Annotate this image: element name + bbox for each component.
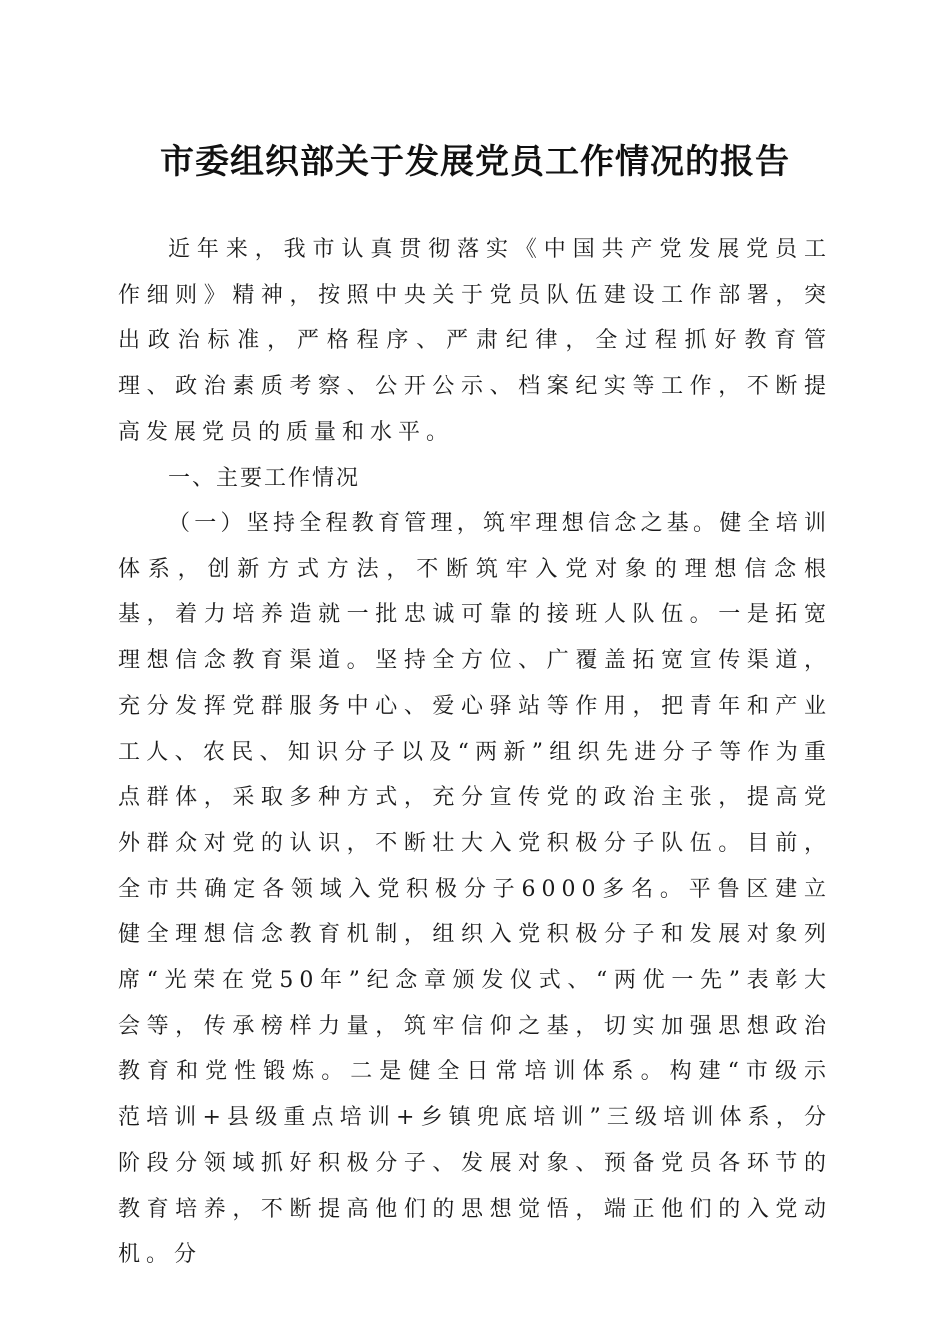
subsection-lead: （一）坚持全程教育管理，筑牢理想信念之基。 xyxy=(168,511,720,536)
subsection-body: 健全培训体系，创新方式方法，不断筑牢入党对象的理想信念根基，着力培养造就一批忠诚可靠的接班人队伍。一是拓宽理想信念教育渠道。坚持全方位、广覆盖拓宽宣传渠道，充分发挥党群服务中心、爱心驿站等作用，把青年和产业工人、农民、知识分子以及“两新”组织先进分子等作为重点群体，采取多种方式，充分宣传党的政治主张，提高党外群众对党的认识，不断壮大入党积极分子队伍。目前，全市共确定各领域入党积极分子6000多名。平鲁区建立健全理想信念教育机制，组织入党积极分子和发展对象列席“光荣在党50年”纪念章颁发仪式、“两优一先”表彰大会等，传承榜样力量，筑牢信仰之基，切实加强思想政治教育和党性锻炼。二是健全日常培训体系。构建“市级示范培训+县级重点培训+乡镇兜底培训”三级培训体系，分阶段分领域抓好积极分子、发展对象、预备党员各环节的教育培养，不断提高他们的思想觉悟，端正他们的入党动机。分 xyxy=(118,511,832,1268)
subsection-paragraph xyxy=(118,501,832,1278)
section-heading: 一、主要工作情况 xyxy=(168,466,361,491)
intro-paragraph: 近年来，我市认真贯彻落实《中国共产党发展党员工作细则》精神，按照中央关于党员队伍建设工作部署，突出政治标准，严格程序、严肃纪律，全过程抓好教育管理、政治素质考察、公开公示、档案纪实等工作，不断提高发展党员的质量和水平。 xyxy=(118,237,832,445)
document-title: 市委组织部关于发展党员工作情况的报告 xyxy=(160,142,790,182)
